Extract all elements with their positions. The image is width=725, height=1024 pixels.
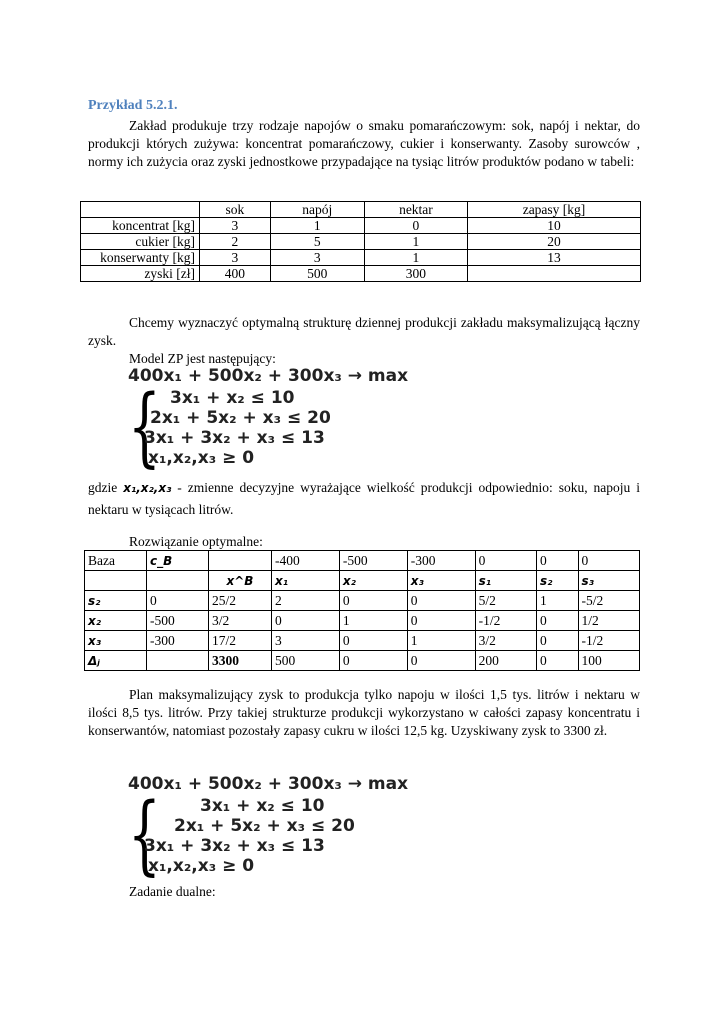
constraint: 3x₁ + 3x₂ + x₃ ≤ 13 bbox=[144, 428, 325, 448]
table-cell: 1 bbox=[364, 250, 467, 266]
table-row bbox=[81, 266, 641, 282]
objective-function: 400x₁ + 500x₂ + 300x₃ → max bbox=[128, 774, 409, 794]
table-cell: 500 bbox=[272, 651, 340, 671]
table-cell: 0 bbox=[537, 551, 578, 571]
intro-paragraph: Zakład produkuje trzy rodzaje napojów o smaku pomarańczowym: sok, napój i nektar, do produkcji których zużywa: koncentrat pomarańczowy, cukier i konserwanty. Zasoby surowców , normy ich zużycia oraz zyski jednostkowe przypadające na tysiąc litrów produktów podano w tabeli: bbox=[88, 118, 640, 169]
table-cell: 0 bbox=[537, 651, 578, 671]
table-cell: 1/2 bbox=[578, 611, 640, 631]
table-cell: 500 bbox=[270, 266, 364, 282]
table-cell: -300 bbox=[147, 631, 209, 651]
model-intro: Model ZP jest następujący: bbox=[129, 351, 276, 366]
table-cell: s₁ bbox=[475, 571, 536, 591]
table-cell: -500 bbox=[339, 551, 407, 571]
gdzie-word: gdzie bbox=[88, 480, 118, 495]
goal-paragraph: Chcemy wyznaczyć optymalną strukturę dziennej produkcji zakładu maksymalizującą łączny zysk. bbox=[88, 315, 640, 348]
constraint: 2x₁ + 5x₂ + x₃ ≤ 20 bbox=[174, 816, 355, 836]
table-cell: 20 bbox=[468, 234, 641, 250]
table-cell: s₃ bbox=[578, 571, 640, 591]
table-cell: 0 bbox=[364, 218, 467, 234]
table-cell bbox=[147, 651, 209, 671]
table-cell: x₂ bbox=[339, 571, 407, 591]
table-cell: 3 bbox=[200, 218, 271, 234]
simplex-table bbox=[84, 550, 640, 671]
table-cell: 1 bbox=[364, 234, 467, 250]
table-cell: 0 bbox=[339, 651, 407, 671]
constraint: 3x₁ + x₂ ≤ 10 bbox=[170, 388, 295, 408]
table-cell: cukier [kg] bbox=[81, 234, 200, 250]
variables-text: - zmienne decyzyjne wyrażające wielkość produkcji odpowiednio: soku, napoju i nektaru w tysiącach litrów. bbox=[88, 480, 640, 517]
table-cell: 3/2 bbox=[475, 631, 536, 651]
variables-description bbox=[88, 477, 640, 521]
table-cell: Δⱼ bbox=[85, 651, 147, 671]
table-cell: 3 bbox=[200, 250, 271, 266]
dual-label: Zadanie dualne: bbox=[129, 884, 216, 899]
table-cell: x^B bbox=[209, 571, 272, 591]
constraint: 2x₁ + 5x₂ + x₃ ≤ 20 bbox=[150, 408, 331, 428]
conclusion-paragraph: Plan maksymalizujący zysk to produkcja tylko napoju w ilości 1,5 tys. litrów i nektaru w ilości 8,5 tys. litrów. Przy takiej strukturze produkcji wykorzystano w całości zapasy koncentratu i konserwantów, natomiast pozostały zapasy cukru w ilości 12,5 kg. Uzyskiwany zysk to 3300 zł. bbox=[88, 687, 640, 738]
table-cell: 1 bbox=[270, 218, 364, 234]
table-cell: 100 bbox=[578, 651, 640, 671]
table-cell: -300 bbox=[407, 551, 475, 571]
table-cell: 0 bbox=[147, 591, 209, 611]
table-cell: 1 bbox=[537, 591, 578, 611]
table-cell: x₁ bbox=[272, 571, 340, 591]
table-cell: c_B bbox=[147, 551, 209, 571]
constraint: 3x₁ + x₂ ≤ 10 bbox=[200, 796, 325, 816]
table-header-row bbox=[85, 551, 640, 571]
table-cell: 0 bbox=[407, 591, 475, 611]
table-cell: -1/2 bbox=[475, 611, 536, 631]
table-cell: -5/2 bbox=[578, 591, 640, 611]
table-cell: -400 bbox=[272, 551, 340, 571]
table-cell: nektar bbox=[364, 202, 467, 218]
table-row bbox=[85, 611, 640, 631]
table-header-row bbox=[81, 202, 641, 218]
brace-symbol: { bbox=[128, 785, 161, 885]
table-cell: 0 bbox=[537, 611, 578, 631]
table-cell: 2 bbox=[272, 591, 340, 611]
table-cell: s₂ bbox=[537, 571, 578, 591]
table-cell: 400 bbox=[200, 266, 271, 282]
table-row bbox=[81, 234, 641, 250]
table-row bbox=[85, 631, 640, 651]
table-row bbox=[81, 250, 641, 266]
table-cell: 0 bbox=[339, 631, 407, 651]
section-heading: Przykład 5.2.1. bbox=[88, 98, 178, 113]
table-cell: 2 bbox=[200, 234, 271, 250]
table-cell: 3 bbox=[272, 631, 340, 651]
table-cell: -500 bbox=[147, 611, 209, 631]
table-row bbox=[81, 218, 641, 234]
table-cell: 3/2 bbox=[209, 611, 272, 631]
table-cell: 0 bbox=[272, 611, 340, 631]
table-cell: 1 bbox=[339, 611, 407, 631]
table-cell: konserwanty [kg] bbox=[81, 250, 200, 266]
table-cell: 0 bbox=[578, 551, 640, 571]
table-cell bbox=[468, 266, 641, 282]
table-cell: x₃ bbox=[407, 571, 475, 591]
table-cell: s₂ bbox=[85, 591, 147, 611]
table-cell: 0 bbox=[537, 631, 578, 651]
table-cell bbox=[209, 551, 272, 571]
constraint: 3x₁ + 3x₂ + x₃ ≤ 13 bbox=[144, 836, 325, 856]
table-cell bbox=[81, 202, 200, 218]
table-cell: x₃ bbox=[85, 631, 147, 651]
lp-model bbox=[128, 366, 409, 477]
objective-function: 400x₁ + 500x₂ + 300x₃ → max bbox=[128, 366, 409, 386]
table-cell: 3300 bbox=[209, 651, 272, 671]
table-cell: 200 bbox=[475, 651, 536, 671]
table-cell: 0 bbox=[407, 611, 475, 631]
lp-model-repeat bbox=[128, 774, 409, 885]
table-cell: napój bbox=[270, 202, 364, 218]
table-cell: 0 bbox=[407, 651, 475, 671]
table-cell bbox=[85, 571, 147, 591]
table-cell: 1 bbox=[407, 631, 475, 651]
resources-table bbox=[80, 201, 641, 282]
table-cell: zapasy [kg] bbox=[468, 202, 641, 218]
table-cell: 300 bbox=[364, 266, 467, 282]
table-row bbox=[85, 651, 640, 671]
table-row bbox=[85, 591, 640, 611]
table-cell: koncentrat [kg] bbox=[81, 218, 200, 234]
variables-math: x₁,x₂,x₃ bbox=[123, 481, 172, 495]
table-cell: 0 bbox=[339, 591, 407, 611]
table-cell: 10 bbox=[468, 218, 641, 234]
table-cell: 0 bbox=[475, 551, 536, 571]
table-cell: 5/2 bbox=[475, 591, 536, 611]
solution-intro: Rozwiązanie optymalne: bbox=[129, 534, 263, 549]
table-header-row bbox=[85, 571, 640, 591]
brace-symbol: { bbox=[128, 377, 161, 477]
table-cell: Baza bbox=[85, 551, 147, 571]
constraint: x₁,x₂,x₃ ≥ 0 bbox=[148, 448, 255, 468]
table-cell: -1/2 bbox=[578, 631, 640, 651]
constraint: x₁,x₂,x₃ ≥ 0 bbox=[148, 856, 255, 876]
table-cell: 17/2 bbox=[209, 631, 272, 651]
table-cell bbox=[147, 571, 209, 591]
table-cell: 3 bbox=[270, 250, 364, 266]
table-cell: 5 bbox=[270, 234, 364, 250]
table-cell: x₂ bbox=[85, 611, 147, 631]
table-cell: 25/2 bbox=[209, 591, 272, 611]
table-cell: 13 bbox=[468, 250, 641, 266]
table-cell: sok bbox=[200, 202, 271, 218]
table-cell: zyski [zł] bbox=[81, 266, 200, 282]
